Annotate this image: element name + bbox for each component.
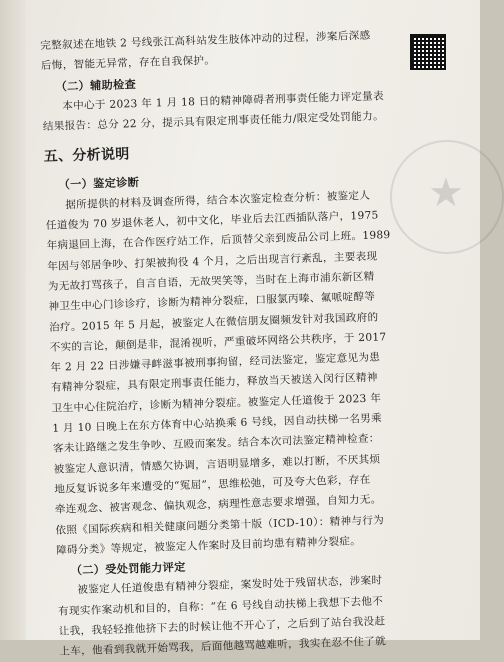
text-line: 1 月 10 日晚上在东方体育中心站换乘 6 号线，因自动扶梯一名男乘: [52, 412, 383, 435]
text-line: 客未让路继之发生争吵、互殴而案发。结合本次司法鉴定精神检查：: [52, 432, 380, 456]
page-edge: [0, 0, 26, 640]
text-line: 后悔，智能无异常，存在自我保护。: [40, 54, 216, 73]
section-heading-analysis: 五、分析说明: [43, 146, 130, 166]
text-line: 让我，我轻轻推他挤下去的时候让他不开心了，之后到了站台我没赶: [58, 615, 386, 638]
text-line: 年病退回上海，在合作医疗站工作，后顶替父亲到废品公司上班。1989: [46, 229, 391, 253]
document-body: [40, 23, 464, 662]
text-line: 依照《国际疾病和相关健康问题分类第十版（ICD-10）：精神与行为: [55, 513, 385, 537]
text-line: 结果报告：总分 22 分，提示具有限定刑事责任能力/限定受处罚能力。: [42, 110, 385, 134]
text-line: 被鉴定人意识清，情感欠协调，言语明显增多，难以打断，不厌其烦: [53, 453, 381, 476]
text-line: 完整叙述在地铁 2 号线张江高科站发生肢体冲动的过程，涉案后深感: [40, 29, 371, 52]
stamp-star-icon: ★: [428, 170, 464, 216]
text-line: 任道俊为 70 岁退休老人，初中文化，毕业后去江西插队落户，1975: [45, 209, 379, 232]
subheading-responsibility: （二）受处罚能力评定: [70, 559, 186, 578]
subheading-auxiliary-exam: （二）辅助检查: [55, 76, 137, 94]
text-line: 障碍分类》等规定，被鉴定人作案时及目前均患有精神分裂症。: [55, 534, 362, 557]
text-line: 地反复诉说多年来遭受的“冤屈”，思维松弛，可及夸大色彩，存在: [54, 473, 371, 496]
subheading-diagnosis: （一）鉴定诊断: [58, 175, 140, 192]
text-line: 年 2 月 22 日涉嫌寻衅滋事被刑事拘留，经司法鉴定，鉴定意见为患: [50, 351, 381, 374]
text-line: 牵连观念、被害观念、偏执观念，病理性意志要求增强，自知力无。: [54, 493, 382, 516]
text-line: 有现实作案动机和目的，自称：“在 6 号线自动扶梯上我想下去他不: [57, 595, 384, 618]
text-line: 年因与邻居争吵、打架被拘役 4 个月，之后出现言行紊乱，主要表现: [47, 250, 378, 273]
text-line: 不实的言论，颠倒是非，混淆视听，严重破坏网络公共秩序，于 2017: [49, 331, 387, 354]
text-line: 为无故打骂孩子，自言自语，无故哭笑等，当时在上海市浦东新区精: [47, 270, 375, 293]
text-line: 被鉴定人任道俊患有精神分裂症，案发时处于残留状态，涉案时: [77, 574, 383, 597]
text-line: 上车，他看到我就开始骂我，后面他越骂越难听，我实在忍不住了就: [59, 635, 387, 659]
text-line: 据所提供的材料及调查所得，结合本次鉴定检查分析：被鉴定人: [65, 189, 371, 212]
text-line: 有精神分裂症，具有限定刑事责任能力，释放当天被送入闵行区精神: [50, 372, 378, 395]
text-line: 神卫生中心门诊诊疗，诊断为精神分裂症，口服氯丙嗪、氟哌啶醇等: [48, 290, 376, 314]
text-line: 治疗。2015 年 5 月起，被鉴定人在微信朋友圈频发针对我国政府的: [48, 311, 379, 334]
text-line: 本中心于 2023 年 1 月 18 日的精神障碍者刑事责任能力评定量表: [62, 90, 385, 113]
text-line: 卫生中心住院治疗，诊断为精神分裂症。被鉴定人任道俊于 2023 年: [51, 392, 382, 415]
